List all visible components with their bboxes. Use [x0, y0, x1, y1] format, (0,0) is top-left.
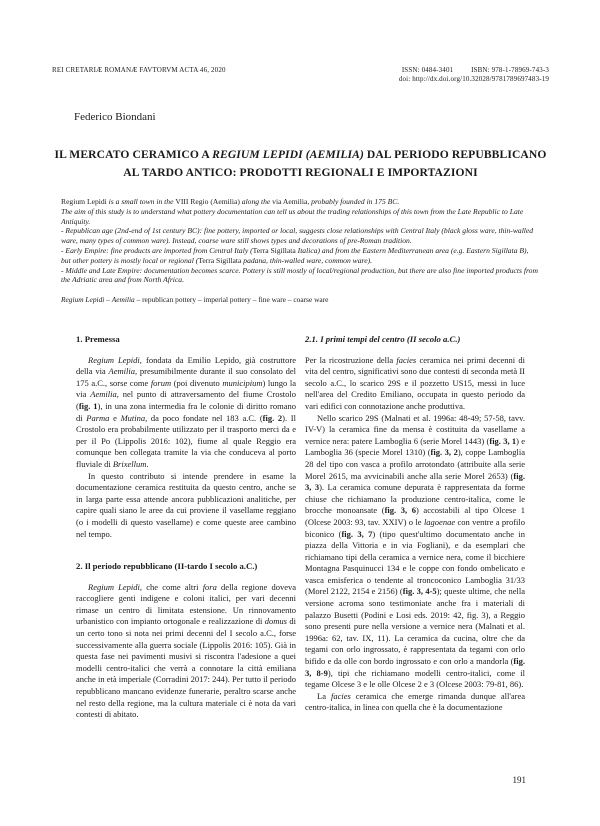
figure-reference[interactable]: fig. 3, 4-5	[402, 586, 437, 597]
author-name: Federico Biondani	[74, 111, 156, 123]
abstract	[61, 197, 540, 285]
page-number: 191	[512, 775, 526, 785]
doi: doi: http://dx.doi.org/10.32028/9781789697483-19	[398, 75, 549, 83]
figure-reference[interactable]: fig. 3, 7	[341, 528, 373, 539]
figure-reference[interactable]: fig. 3, 8-9	[305, 656, 525, 678]
abstract-paragraph: The aim of this study is to understand what pottery documentation can tell us about the trading relationships of this town from the Late Republic to Late Antiquity.	[61, 206, 524, 226]
keywords: Regium Lepidi – Aemilia – republican pottery – imperial pottery – fine ware – coarse ware	[61, 295, 329, 304]
section-heading-primi-tempi: 2.1. I primi tempi del centro (II secolo a.C.)	[305, 334, 461, 344]
abstract-paragraph: - Republican age (2nd-end of 1st century BC): fine pottery, imported or local, suggests close relationships with Central Italy (black gloss ware, thin-walled ware, many types of common ware). Instead, coarse ware still shows types and decorations of pre-Roman tradition.	[61, 226, 534, 246]
isbn: ISBN: 978-1-78969-743-3	[471, 66, 549, 74]
left-column	[76, 334, 296, 721]
figure-reference[interactable]: fig. 3, 1	[489, 435, 517, 446]
figure-reference[interactable]: fig. 2	[262, 412, 283, 423]
abstract-paragraph: Regium Lepidi is a small town in the VIII Regio (Aemilia) along the via Aemilia, probably founded in 175 BC.	[61, 197, 400, 206]
running-header-identifiers	[399, 66, 549, 84]
figure-reference[interactable]: fig. 3, 6	[384, 505, 416, 516]
section-heading-periodo-repubblicano: 2. Il periodo repubblicano (II-tardo I secolo a.C.)	[76, 561, 258, 572]
body-paragraph: La facies ceramica che emerge rimanda dunque all'area centro-italica, in linea con quella che è la documentazione	[305, 690, 526, 713]
body-paragraph: Nello scarico 29S (Malnati et al. 1996a: 48-49; 57-58, tavv. IV-V) la ceramica fine da mensa è costituita da vasellame a vernice nera: patere Lamboglia 6 (serie Morel 1443) (fig. 3, 1) e Lamboglia 36 (specie Morel 1310) (fig. 3, 2), coppe Lamboglia 28 del tipo con vasca a profilo arrotondato (attribuite alla serie Morel 2615, ma avvicinabili anche alla serie Morel 2653) (fig. 3, 3). La ceramica comune depurata è rappresentata da forme chiuse che richiamano la produzione centro-italica, come le brocche monoansate (fig. 3, 6) accostabili al tipo Olcese 1 (Olcese 2003: 93, tav. XXIV) o le lagoenae con ventre a profilo biconico (fig. 3, 7) (tipo quest'ultimo documentato anche in piazza della Vittoria e in via Fogliani), e da esemplari che richiamano tipi della ceramica a vernice nera, come il bicchiere Montagna Pasquinucci 134 e le coppe con fondo ombelicato e vasca emisferica o tendente al troncoconico Lamboglia 31/33 (Morel 2122, 2154 e 2156) (fig. 3, 4-5); queste ultime, che nella versione acroma sono testimoniate anche fra i materiali di palazzo Busetti (Podini e Losi eds. 2019: 42, fig. 3), a Reggio sono presenti pure nella versione a vernice nera (Malnati et al. 1996a: 62, tav. IX, 11). La ceramica da cucina, oltre che da tegami con orlo ingrossato, è rappresentata da tegami con orlo bifido e da olle con bordo ingrossato e con orlo a mandorla (fig. 3, 8-9), tipi che richiamano modelli centro-italici, come il tegame Olcese 3 e le olle Olcese 2 e 3 (Olcese 2003: 79-81, 86).	[305, 412, 525, 690]
body-paragraph: Regium Lepidi, che come altri fora della regione doveva raccogliere genti indigene e coloni italici, per vari decenni rimase un centro di limitata estensione. Un rinnovamento urbanistico con impianto ortogonale e realizzazione di domus di un certo tono si nota nei primi decenni del I secolo a.C., forse successivamente alla guerra sociale (Lippolis 2016: 105). Già in questa fase nei pavimenti musivi si riscontra l'adesione a quei modelli centro-italici che verrà a connotare la città emiliana anche in età imperiale (Corradini 2017: 244). Per tutto il periodo repubblicano mancano evidenze funerarie, peraltro scarse anche nel resto della regione, ma la cultura materiale ci è nota da vari contesti di abitato.	[76, 581, 296, 720]
figure-reference[interactable]: fig. 1	[78, 400, 98, 411]
body-paragraph: Regium Lepidi, fondata da Emilio Lepido, già costruttore della via Aemilia, presumibilmente durante il suo consolato del 175 a.C., sorse come forum (poi divenuto municipium) lungo la via Aemilia, nel punto di attraversamento del fiume Crostolo (fig. 1), in una zona intermedia fra le colonie di diritto romano di Parma e Mutina, da poco fondate nel 183 a.C. (fig. 2). Il Crostolo era probabilmente utilizzato per il trasporto merci da e per il Po (Lippolis 2016: 102), fiume al quale Reggio era comunque ben collegata tramite la via che conduceva al porto fluviale di Brixellum.	[76, 354, 297, 469]
abstract-paragraph: - Early Empire: fine products are imported from Central Italy (Terra Sigillata Italica) and from the Eastern Mediterranean area (e.g. Eastern Sigillata B), but other pottery is mostly local or regional (Terra Sigillata padana, thin-walled ware, common ware).	[61, 245, 529, 265]
body-paragraph: Per la ricostruzione della facies ceramica nei primi decenni di vita del centro, significativi sono due contesti di seconda metà II secolo a.C., lo scarico 29S e il pozzetto US15, messi in luce nell'area del Credito Emiliano, occupata in questo periodo da vari edifici con connotazione anche produttiva.	[305, 354, 526, 411]
right-column	[305, 334, 525, 714]
running-header-journal: REI CRETARIÆ ROMANÆ FAVTORVM ACTA 46, 2020	[52, 66, 226, 74]
figure-reference[interactable]: fig. 3, 2	[430, 447, 458, 458]
body-paragraph: In questo contributo si intende prendere in esame la documentazione ceramica restituita da questo centro, anche se in larga parte essa attende ancora pubblicazioni analitiche, per capire quali siano le aree da cui proviene il vasellame reggiano (o i modelli di questo vasellame) e come queste aree cambino nel tempo.	[76, 470, 296, 539]
issn: ISSN: 0484-3401	[401, 66, 454, 74]
section-heading-premessa: 1. Premessa	[76, 334, 120, 344]
article-title: IL MERCATO CERAMICO A REGIUM LEPIDI (AEMILIA) DAL PERIODO REPUBBLICANO AL TARDO ANTICO: PRODOTTI REGIONALI E IMPORTAZIONI	[54, 148, 547, 179]
figure-reference[interactable]: fig. 3, 3	[305, 470, 525, 493]
abstract-paragraph: - Middle and Late Empire: documentation becomes scarce. Pottery is still mostly of local/regional production, but there are also fine imported products from the Adriatic area and from North Africa.	[61, 265, 538, 285]
